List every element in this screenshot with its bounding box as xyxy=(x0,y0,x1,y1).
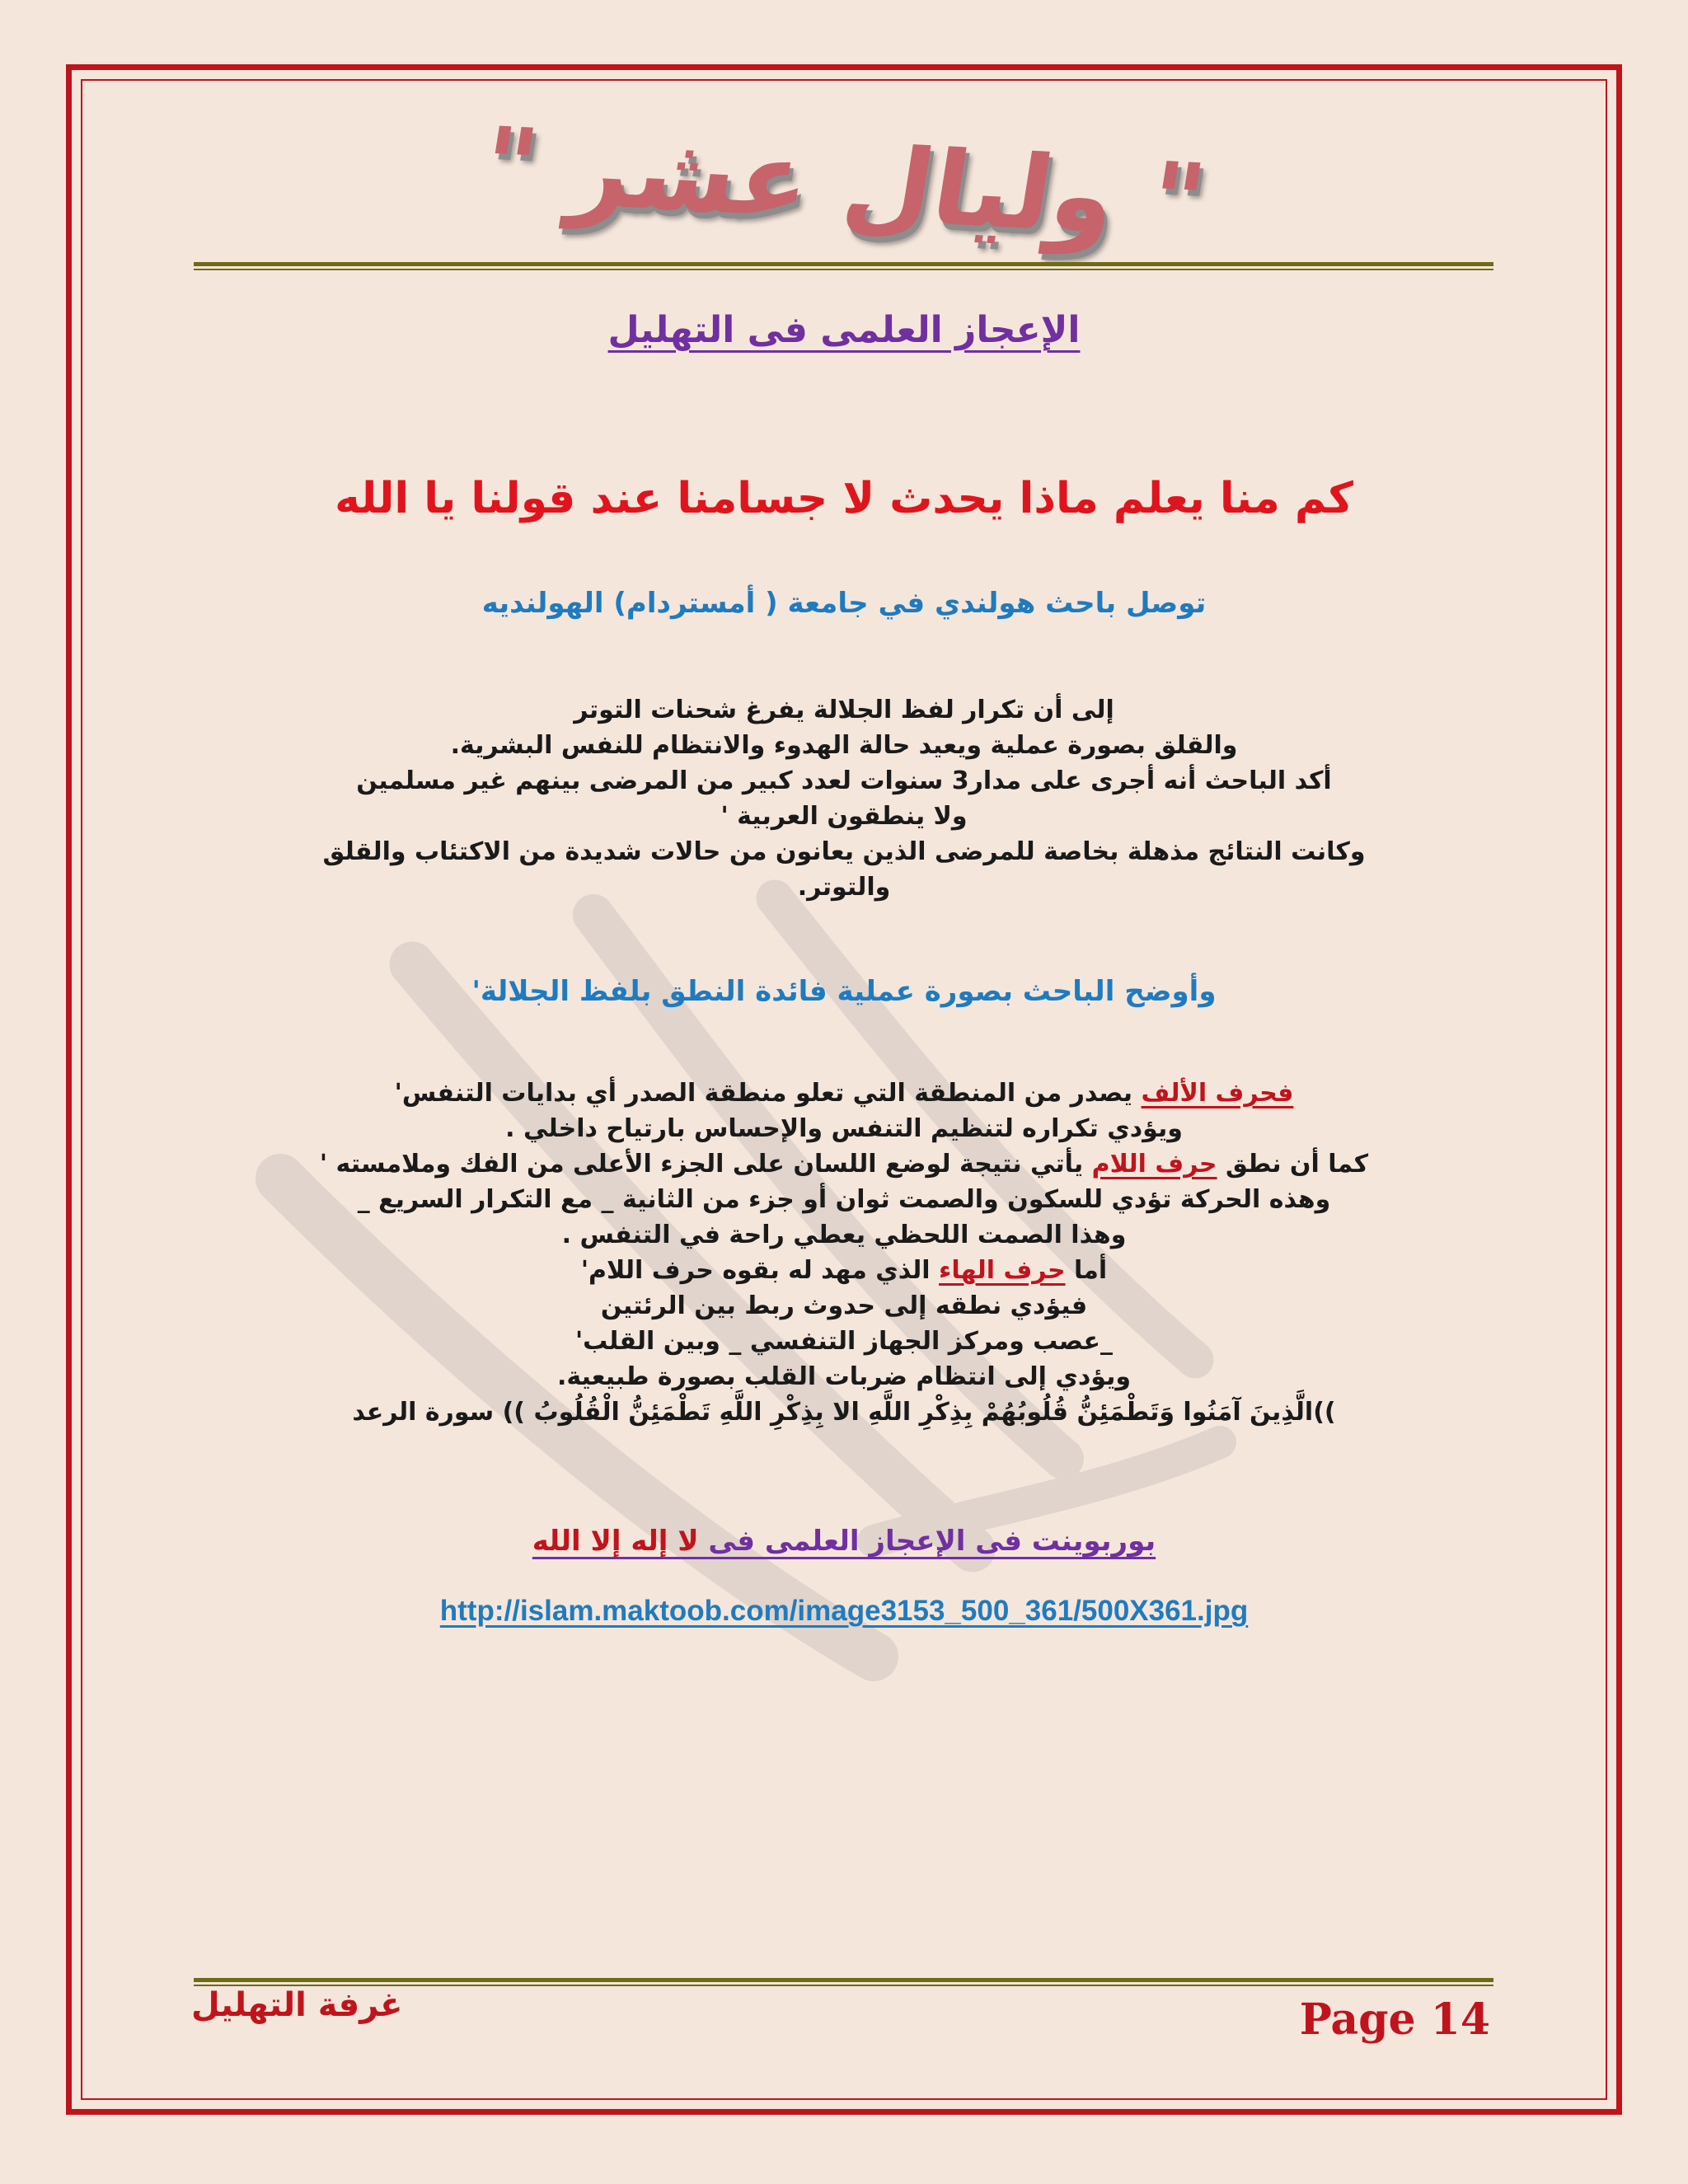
powerpoint-link-line[interactable] xyxy=(198,1525,1490,1558)
footer-page-number: Page 14 xyxy=(1299,1994,1490,2045)
alif-text: يصدر من المنطقة التي تعلو منطقة الصدر أي بدايات التنفس' xyxy=(394,1079,1142,1108)
section2-line: وهذه الحركة تؤدي للسكون والصمت ثوان أو جزء من الثانية _ مع التكرار السريع _ xyxy=(357,1185,1331,1214)
quran-verse-line: ))الَّذِينَ آمَنُوا وَتَطْمَئِنُّ قُلُوبُهُمْ بِذِكْرِ اللَّهِ الا بِذِكْرِ اللَّهِ تَطْمَئِنُّ الْقُلُوبُ )) سورة الرعد xyxy=(352,1398,1336,1427)
section1-line: إلى أن تكرار لفظ الجلالة يفرغ شحنات التوتر xyxy=(574,696,1114,724)
top-divider xyxy=(194,262,1493,272)
section2-line: ويؤدي تكراره لتنظيم التنفس والإحساس بارتياح داخلي . xyxy=(505,1114,1183,1143)
lam-prefix: كما أن نطق xyxy=(1217,1150,1369,1179)
section2-line: فيؤدي نطقه إلى حدوث ربط بين الرئتين xyxy=(600,1291,1088,1320)
section2-line-alif xyxy=(198,1076,1490,1111)
powerpoint-link-highlight[interactable]: لا إله إلا الله xyxy=(532,1525,699,1558)
headline: كم منا يعلم ماذا يحدث لا جسامنا عند قولنا يا الله xyxy=(335,474,1353,523)
section1-line: أكد الباحث أنه أجرى على مدار3 سنوات لعدد كبير من المرضى بينهم غير مسلمين xyxy=(356,766,1332,795)
haa-text: الذي مهد له بقوه حرف اللام' xyxy=(580,1256,940,1285)
section1-paragraph xyxy=(198,692,1490,905)
footer-room-name: غرفة التهليل xyxy=(191,1986,403,2024)
image-url-link[interactable]: http://islam.maktoob.com/image3153_500_361/500X361.jpg xyxy=(439,1595,1249,1627)
term-haa: حرف الهاء xyxy=(939,1256,1066,1285)
powerpoint-link-text[interactable]: بوربوينت فى الإعجاز العلمى فى xyxy=(708,1525,1156,1558)
lam-text: يأتي نتيجة لوضع اللسان على الجزء الأعلى من الفك وملامسته ' xyxy=(319,1150,1092,1179)
section1-line: ولا ينطقون العربية ' xyxy=(720,802,968,831)
section1-line: والقلق بصورة عملية ويعيد حالة الهدوء والانتظام للنفس البشرية. xyxy=(450,731,1238,760)
section2-line-haa xyxy=(198,1253,1490,1288)
term-lam: حرف اللام xyxy=(1091,1150,1217,1179)
header-title-text: " وليال عشر " xyxy=(474,105,1214,262)
section2-heading: وأوضح الباحث بصورة عملية فائدة النطق بلفظ الجلالة' xyxy=(471,975,1217,1008)
bottom-divider-thick-line xyxy=(194,1978,1493,1982)
section1-heading: توصل باحث هولندي في جامعة ( أمستردام) الهولنديه xyxy=(481,587,1207,620)
top-divider-thin-line xyxy=(194,269,1493,270)
haa-prefix: أما xyxy=(1065,1256,1108,1285)
section2-paragraph xyxy=(198,1076,1490,1430)
page-subtitle: الإعجاز العلمى فى التهليل xyxy=(607,309,1081,351)
section2-line: ويؤدي إلى انتظام ضربات القلب بصورة طبيعية. xyxy=(556,1362,1132,1391)
section2-line-lam xyxy=(198,1146,1490,1182)
section1-line: وكانت النتائج مذهلة بخاصة للمرضى الذين يعانون من حالات شديدة من الاكتئاب والقلق xyxy=(322,837,1366,866)
section2-line: وهذا الصمت اللحظي يعطي راحة في التنفس . xyxy=(561,1221,1127,1249)
term-alif: فحرف الألف xyxy=(1141,1079,1294,1108)
header-title xyxy=(0,97,1688,270)
section2-line: _عصب ومركز الجهاز التنفسي _ وبين القلب' xyxy=(575,1327,1113,1356)
section1-line: والتوتر. xyxy=(797,873,891,902)
top-divider-thick-line xyxy=(194,262,1493,266)
